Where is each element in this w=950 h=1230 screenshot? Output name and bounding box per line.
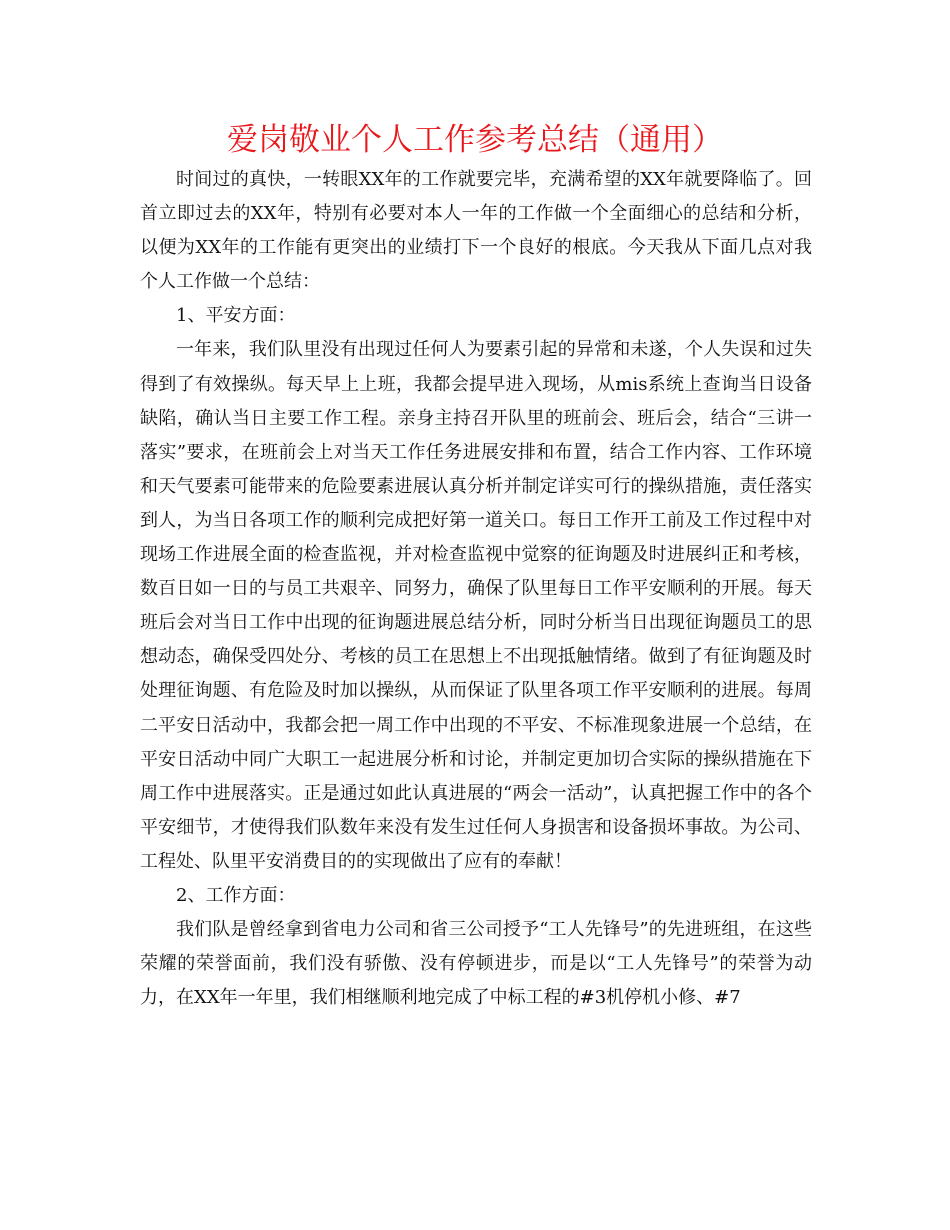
section-heading-safety: 1、平安方面：: [176, 305, 296, 327]
document-body: [140, 163, 812, 1015]
paragraph-work: 我们队是曾经拿到省电力公司和省三公司授予“工人先锋号”的先进班组，在这些荣耀的荣誉面前，我们没有骄傲、没有停顿进步，而是以“工人先锋号”的荣誉为动力，在XX年一年里，我们相继顺利地完成了中标工程的#3机停机小修、#7: [140, 919, 812, 1009]
paragraph-safety: 一年来，我们队里没有出现过任何人为要素引起的异常和未遂，个人失误和过失得到了有效操纵。每天早上上班，我都会提早进入现场，从mis系统上查询当日设备缺陷，确认当日主要工作工程。亲身主持召开队里的班前会、班后会，结合“三讲一落实”要求，在班前会上对当天工作任务进展安排和布置，结合工作内容、工作环境和天气要素可能带来的危险要素进展认真分析并制定详实可行的操纵措施，责任落实到人，为当日各项工作的顺利完成把好第一道关口。每日工作开工前及工作过程中对现场工作进展全面的检查监视，并对检查监视中觉察的征询题及时进展纠正和考核，数百日如一日的与员工共艰辛、同努力，确保了队里每日工作平安顺利的开展。每天班后会对当日工作中出现的征询题进展总结分析，同时分析当日出现征询题员工的思想动态，确保受四处分、考核的员工在思想上不出现抵触情绪。做到了有征询题及时处理征询题、有危险及时加以操纵，从而保证了队里各项工作平安顺利的进展。每周二平安日活动中，我都会把一周工作中出现的不平安、不标准现象进展一个总结，在平安日活动中同广大职工一起进展分析和讨论，并制定更加切合实际的操纵措施在下周工作中进展落实。正是通过如此认真进展的“两会一活动”，认真把握工作中的各个平安细节，才使得我们队数年来没有发生过任何人身损害和设备损坏事故。为公司、工程处、队里平安消费目的的实现做出了应有的奉献！: [140, 339, 812, 872]
document-title: 爱岗敬业个人工作参考总结（通用）: [227, 122, 723, 158]
paragraph-intro: 时间过的真快，一转眼XX年的工作就要完毕，充满希望的XX年就要降临了。回首立即过去的XX年，特别有必要对本人一年的工作做一个全面细心的总结和分析，以便为XX年的工作能有更突出的业绩打下一个良好的根底。今天我从下面几点对我个人工作做一个总结：: [140, 169, 812, 293]
section-heading-work: 2、工作方面：: [176, 884, 296, 906]
